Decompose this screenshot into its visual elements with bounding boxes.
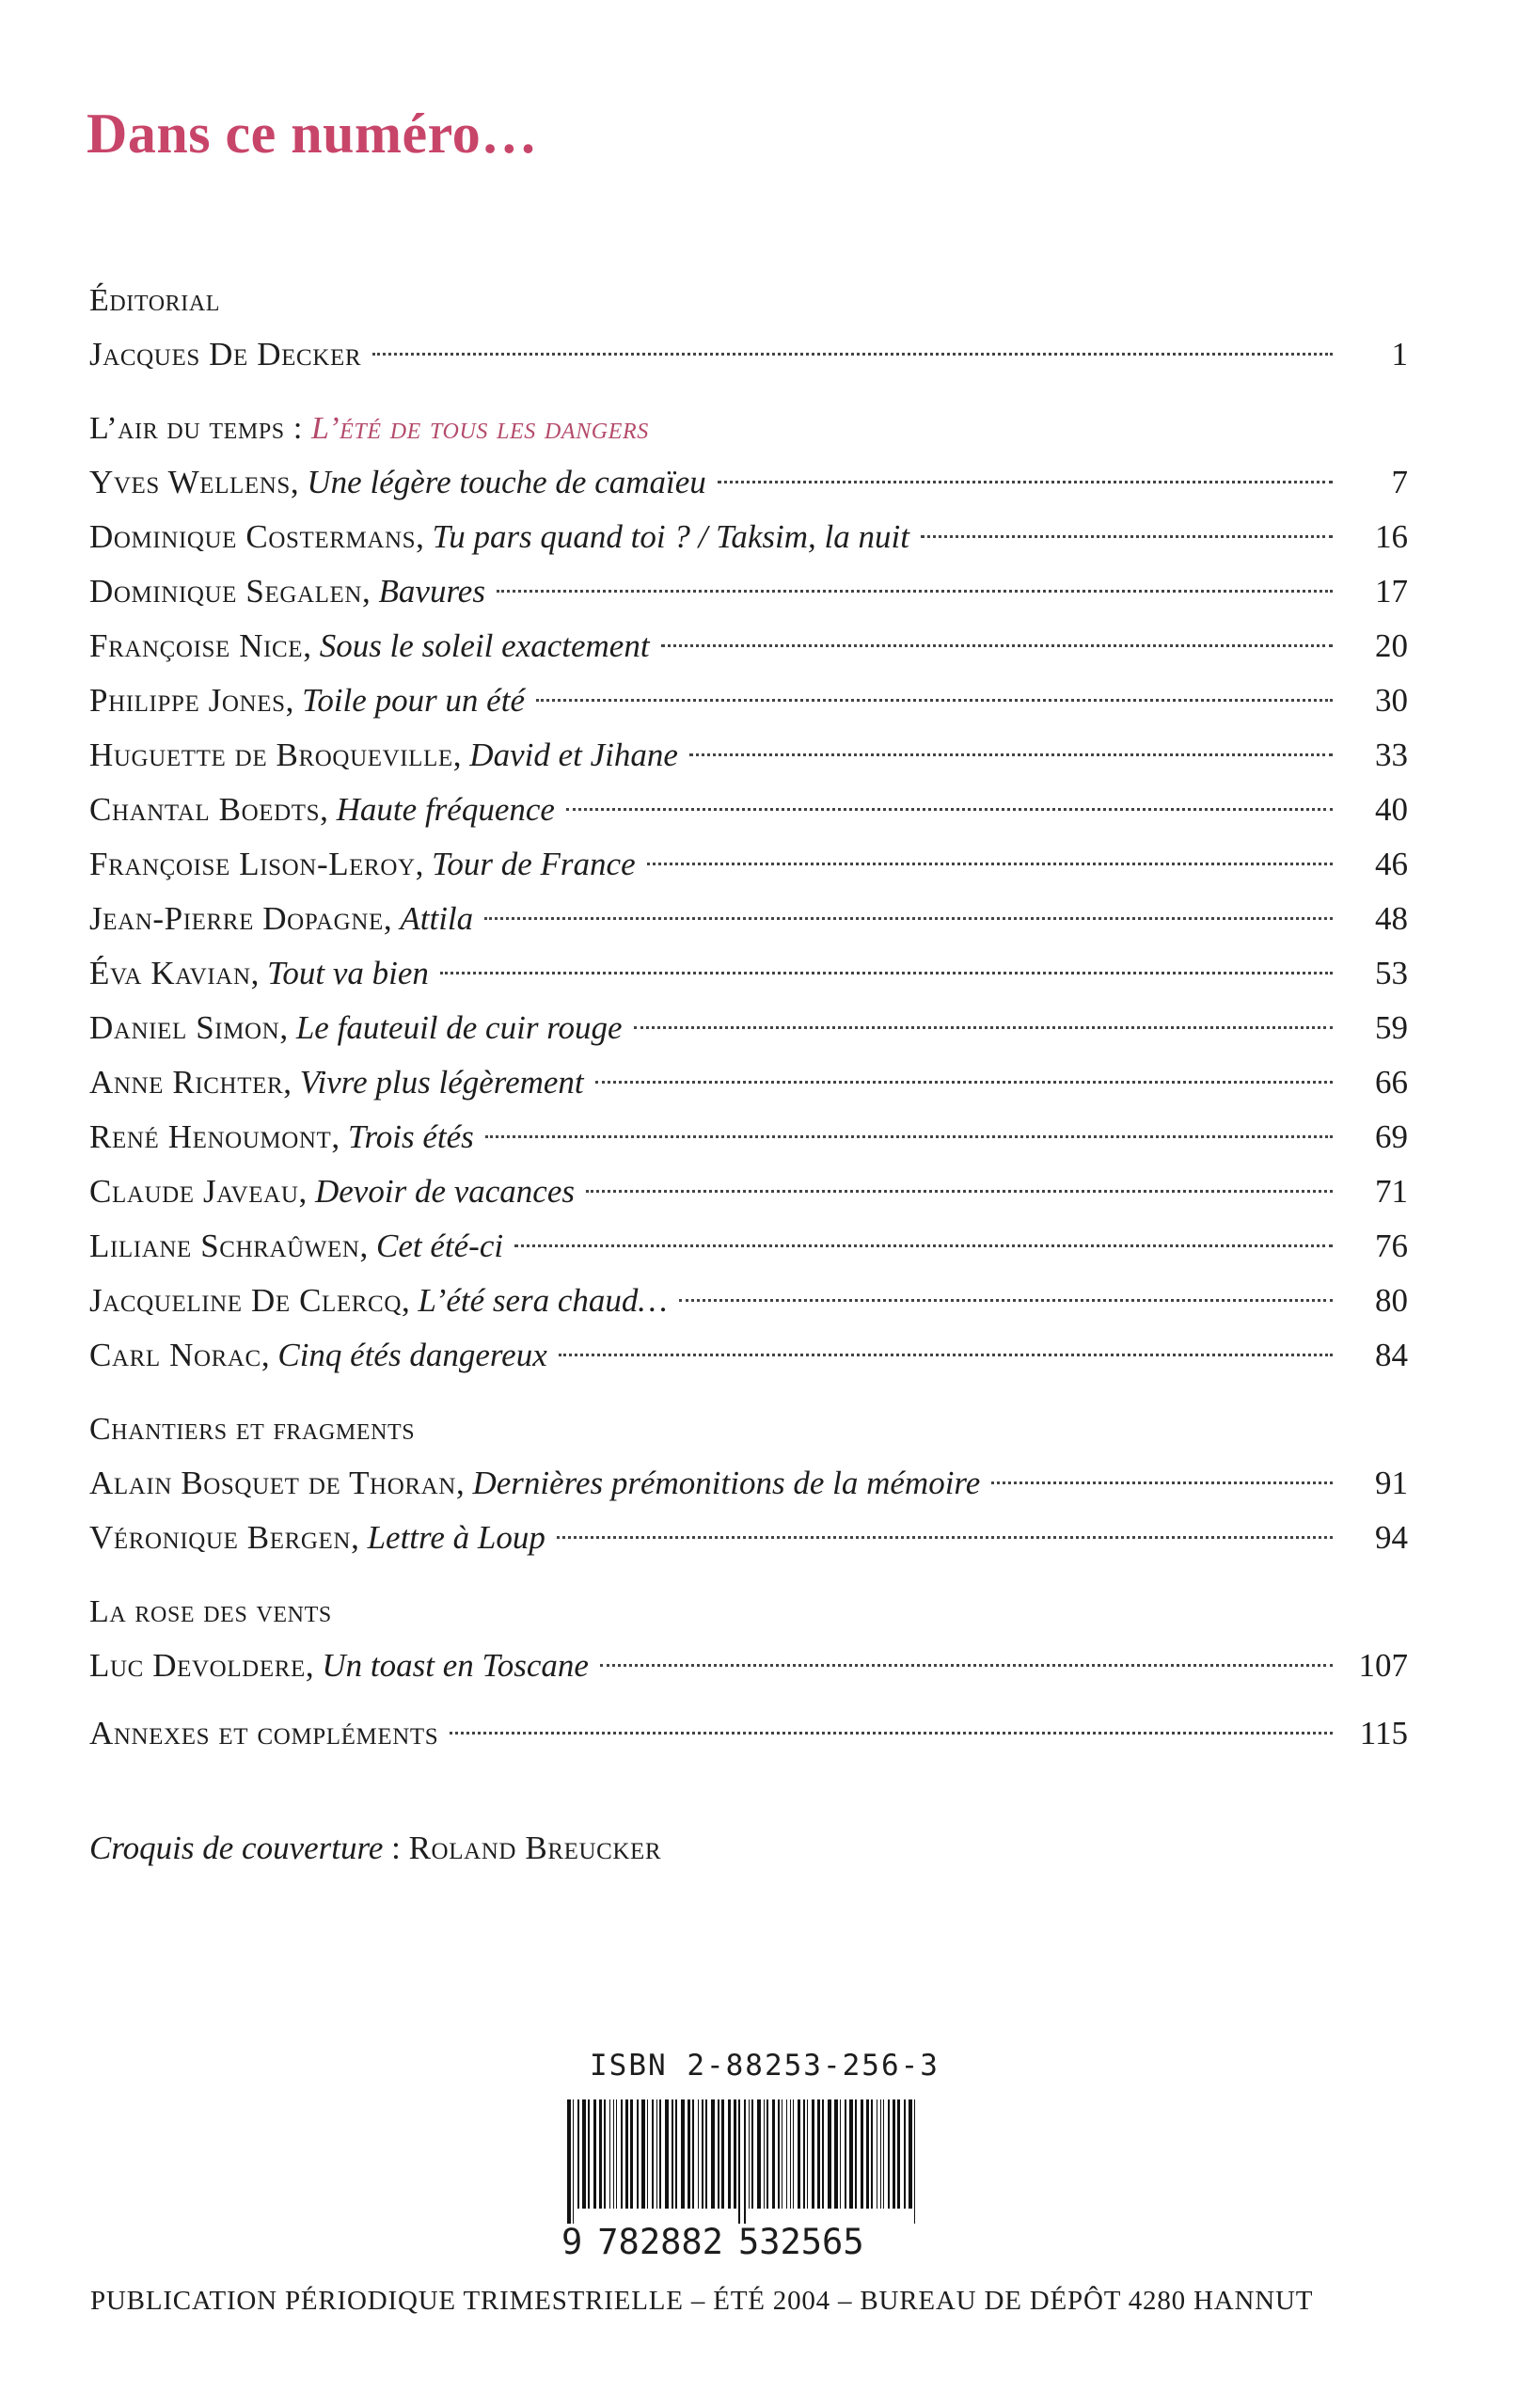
barcode-bar	[734, 2099, 736, 2209]
barcode-bar	[834, 2099, 838, 2209]
entry-text: Éva Kavian, Tout va bien	[89, 955, 429, 991]
entry-text: Anne Richter, Vivre plus légèrement	[89, 1064, 584, 1101]
page-number: 76	[1375, 1228, 1408, 1264]
dot-leader	[718, 481, 1333, 483]
barcode-bar	[702, 2099, 703, 2209]
page-number: 84	[1375, 1337, 1408, 1373]
dot-leader	[372, 353, 1333, 356]
entry-author: Dominique Segalen	[89, 573, 363, 610]
toc-entry	[89, 1706, 1408, 1761]
page-number: 33	[1375, 737, 1408, 773]
entry-title: Cinq étés dangereux	[277, 1337, 547, 1373]
barcode-bar	[812, 2099, 814, 2209]
page-number: 71	[1375, 1173, 1408, 1210]
entry-text: Françoise Lison-Leroy, Tour de France	[89, 846, 636, 882]
entry-text: Carl Norac, Cinq étés dangereux	[89, 1337, 547, 1373]
entry-text: Dominique Costermans, Tu pars quand toi ? / Taksim, la nuit	[89, 518, 909, 555]
toc-entry	[89, 619, 1408, 673]
barcode-bar	[582, 2099, 586, 2209]
barcode-bar	[659, 2099, 661, 2209]
entry-text	[89, 327, 361, 382]
entry-title: Trois étés	[347, 1118, 474, 1155]
toc-entry	[89, 1219, 1408, 1274]
toc-entry	[89, 892, 1408, 946]
entry-text: Françoise Nice, Sous le soleil exactement	[89, 627, 650, 664]
dot-leader	[921, 535, 1333, 538]
entry-text: Alain Bosquet de Thoran, Dernières prémonitions de la mémoire	[89, 1465, 981, 1501]
page-number: 1	[1391, 336, 1408, 372]
entry-title: Le fauteuil de cuir rouge	[295, 1009, 623, 1046]
section-heading	[89, 282, 1408, 320]
page-number: 115	[1359, 1715, 1408, 1751]
barcode-bar	[665, 2099, 669, 2209]
barcode-bar	[880, 2099, 881, 2209]
entry-text: Liliane Schraûwen, Cet été-ci	[89, 1228, 504, 1264]
toc-entry	[89, 728, 1408, 783]
entry-title: Tu pars quand toi ? / Taksim, la nuit	[432, 518, 909, 555]
barcode-bar	[766, 2099, 768, 2209]
toc-entry	[89, 1511, 1408, 1565]
dot-leader	[600, 1664, 1333, 1667]
entry-author: Françoise Nice	[89, 627, 304, 664]
barcode-bar	[652, 2099, 654, 2209]
page-number: 69	[1375, 1118, 1408, 1155]
entry-author: Huguette de Broqueville	[89, 737, 453, 773]
barcode-bar	[672, 2099, 673, 2209]
entry-title: Bavures	[378, 573, 485, 610]
entry-text: Dominique Segalen, Bavures	[89, 573, 485, 610]
barcode-bar	[855, 2099, 857, 2209]
barcode-bar	[711, 2099, 715, 2209]
barcode-bar	[698, 2099, 699, 2209]
dot-leader	[440, 972, 1333, 974]
dot-leader	[661, 644, 1333, 647]
barcode-bar	[914, 2099, 915, 2224]
dot-leader	[689, 753, 1333, 756]
barcode-bar	[616, 2099, 617, 2209]
entry-text: Chantal Boedts, Haute fréquence	[89, 791, 555, 828]
entry-title: Toile pour un été	[302, 682, 525, 719]
dot-leader	[514, 1244, 1333, 1247]
entry-author: Luc Devoldere	[89, 1647, 306, 1684]
dot-leader	[566, 808, 1333, 811]
barcode-bar	[849, 2099, 853, 2209]
barcode-bar	[588, 2099, 590, 2209]
dot-leader	[634, 1026, 1333, 1029]
entry-text: Luc Devoldere, Un toast en Toscane	[89, 1647, 589, 1684]
credit-label: Croquis de couverture	[89, 1830, 384, 1866]
entry-title: Un toast en Toscane	[322, 1647, 589, 1684]
barcode-digit-group: 9	[561, 2222, 583, 2262]
barcode-bar	[609, 2099, 610, 2209]
barcode-bar	[786, 2099, 787, 2209]
entry-author: Carl Norac	[89, 1337, 261, 1373]
page-number: 20	[1375, 627, 1408, 664]
entry-text: Jean-Pierre Dopagne, Attila	[89, 900, 474, 937]
cover-credit	[89, 1830, 661, 1867]
toc-entry	[89, 1456, 1408, 1511]
entry-author: Anne Richter	[89, 1064, 284, 1101]
barcode-bar	[604, 2099, 606, 2209]
section-subtitle: L’été de tous les dangers	[310, 411, 649, 446]
barcode-bar	[893, 2099, 895, 2209]
dot-leader	[586, 1190, 1333, 1193]
entry-title: Dernières prémonitions de la mémoire	[472, 1465, 981, 1501]
entry-author: Jacques De Decker	[89, 336, 362, 372]
barcode-bar	[705, 2099, 707, 2209]
entry-title: L’été sera chaud…	[418, 1282, 668, 1319]
page-number: 46	[1375, 846, 1408, 882]
barcode-bar	[692, 2099, 694, 2209]
section-title: Chantiers et fragments	[89, 1412, 416, 1447]
dot-leader	[679, 1299, 1333, 1302]
barcode-bar	[866, 2099, 869, 2209]
barcode-bar	[790, 2099, 791, 2209]
toc-section	[89, 282, 1408, 382]
toc-entry	[89, 510, 1408, 564]
barcode-bar	[728, 2099, 731, 2209]
barcode-bar	[845, 2099, 846, 2209]
barcode-bar	[567, 2099, 571, 2224]
entry-author: Dominique Costermans	[89, 518, 417, 555]
barcode-bar	[647, 2099, 648, 2209]
barcode-bar	[840, 2099, 841, 2209]
dot-leader	[559, 1354, 1333, 1356]
barcode-bar	[656, 2099, 657, 2209]
toc-entry	[89, 673, 1408, 728]
barcode-bar	[772, 2099, 775, 2209]
entry-title: Sous le soleil exactement	[319, 627, 650, 664]
credit-separator: :	[383, 1830, 409, 1866]
barcode-bar	[738, 2099, 740, 2224]
page-number: 30	[1375, 682, 1408, 719]
barcode-bar	[807, 2099, 808, 2209]
barcode-bar	[675, 2099, 677, 2209]
entry-author: Yves Wellens	[89, 464, 291, 500]
toc-section	[89, 410, 1408, 1383]
isbn-label: ISBN 2-88253-256-3	[590, 2049, 940, 2083]
entry-text: Yves Wellens, Une légère touche de camaïeu	[89, 464, 706, 500]
toc-entry	[89, 1001, 1408, 1055]
barcode-bar	[828, 2099, 831, 2209]
barcode-bar	[681, 2099, 685, 2209]
entry-author: Chantal Boedts	[89, 791, 321, 828]
toc-section	[89, 1593, 1408, 1693]
page-number: 94	[1375, 1519, 1408, 1556]
toc-entry	[89, 837, 1408, 892]
barcode-bar	[687, 2099, 690, 2209]
section-heading	[89, 1593, 1408, 1631]
barcode-bar	[904, 2099, 906, 2209]
toc-entry	[89, 783, 1408, 837]
section-title: La rose des vents	[89, 1594, 332, 1629]
table-of-contents	[89, 282, 1408, 1761]
barcode-bar	[641, 2099, 645, 2209]
barcode-bar	[630, 2099, 633, 2209]
entry-text	[89, 1706, 438, 1761]
dot-leader	[647, 863, 1333, 865]
entry-author: Jean-Pierre Dopagne	[89, 900, 384, 937]
barcode-bar	[751, 2099, 753, 2209]
entry-title: Vivre plus légèrement	[299, 1064, 584, 1101]
page-number: 53	[1375, 955, 1408, 991]
entry-author: Claude Javeau	[89, 1173, 299, 1210]
barcode-bar	[625, 2099, 628, 2209]
dot-leader	[557, 1536, 1333, 1539]
toc-entry	[89, 946, 1408, 1001]
section-heading	[89, 1411, 1408, 1449]
entry-text: Véronique Bergen, Lettre à Loup	[89, 1519, 545, 1556]
entry-author: Alain Bosquet de Thoran	[89, 1465, 456, 1501]
toc-entry	[89, 1328, 1408, 1383]
barcode-bar	[871, 2099, 873, 2209]
dot-leader	[595, 1081, 1333, 1084]
entry-text: Daniel Simon, Le fauteuil de cuir rouge	[89, 1009, 623, 1046]
page-number: 7	[1391, 464, 1408, 500]
barcode-bar	[793, 2099, 794, 2209]
barcode-bar	[613, 2099, 614, 2209]
barcode-bar	[718, 2099, 719, 2209]
barcode	[564, 2099, 924, 2224]
section-title: L’air du temps :	[89, 411, 303, 446]
entry-text: Huguette de Broqueville, David et Jihane	[89, 737, 678, 773]
entry-title: Attila	[400, 900, 474, 937]
barcode-bar	[822, 2099, 824, 2209]
entry-author: Daniel Simon	[89, 1009, 280, 1046]
barcode-bar	[798, 2099, 800, 2209]
page-number: 59	[1375, 1009, 1408, 1046]
dot-leader	[450, 1732, 1333, 1735]
entry-title: Tout va bien	[267, 955, 429, 991]
section-title: Éditorial	[89, 283, 221, 318]
barcode-bar	[744, 2099, 746, 2224]
dot-leader	[536, 699, 1333, 702]
toc-entry	[89, 1110, 1408, 1164]
toc-entry	[89, 1639, 1408, 1693]
barcode-digit-group: 782882	[597, 2222, 723, 2262]
barcode-bar	[593, 2099, 596, 2209]
page-number: 80	[1375, 1282, 1408, 1319]
entry-author: Éva Kavian	[89, 955, 251, 991]
toc-entry	[89, 1164, 1408, 1219]
section-heading	[89, 410, 1408, 448]
barcode-bar	[888, 2099, 890, 2209]
entry-text: Philippe Jones, Toile pour un été	[89, 682, 525, 719]
barcode-digits	[561, 2222, 864, 2262]
entry-author: Annexes et compléments	[89, 1715, 439, 1751]
toc-section	[89, 1411, 1408, 1565]
page-number: 91	[1375, 1465, 1408, 1501]
toc-entry	[89, 564, 1408, 619]
dot-leader	[484, 917, 1333, 920]
page-number: 107	[1358, 1647, 1408, 1684]
barcode-bar	[757, 2099, 761, 2209]
barcode-bar	[764, 2099, 765, 2209]
entry-author: René Henoumont	[89, 1118, 332, 1155]
toc-entry	[89, 1055, 1408, 1110]
entry-author: Jacqueline De Clercq	[89, 1282, 402, 1319]
entry-title: Cet été-ci	[376, 1228, 504, 1264]
entry-text: Jacqueline De Clercq, L’été sera chaud…	[89, 1282, 668, 1319]
page-number: 16	[1375, 518, 1408, 555]
publication-footer: PUBLICATION PÉRIODIQUE TRIMESTRIELLE – ÉTÉ 2004 – BUREAU DE DÉPÔT 4280 HANNUT	[90, 2286, 1314, 2316]
barcode-bar	[749, 2099, 750, 2209]
entry-author: Liliane Schraûwen	[89, 1228, 360, 1264]
barcode-bar	[621, 2099, 623, 2209]
entry-author: Véronique Bergen	[89, 1519, 352, 1556]
toc-section	[89, 1706, 1408, 1761]
entry-title: Tour de France	[432, 846, 636, 882]
barcode-bar	[897, 2099, 900, 2209]
page-title: Dans ce numéro…	[87, 103, 538, 165]
dot-leader	[485, 1135, 1333, 1138]
entry-title: Haute fréquence	[336, 791, 555, 828]
entry-title: Lettre à Loup	[367, 1519, 545, 1556]
page-number: 17	[1375, 573, 1408, 610]
barcode-bar	[721, 2099, 724, 2209]
barcode-bar	[883, 2099, 884, 2209]
barcode-bar	[637, 2099, 639, 2209]
page-number: 48	[1375, 900, 1408, 937]
entry-author: Françoise Lison-Leroy	[89, 846, 416, 882]
entry-title: David et Jihane	[469, 737, 678, 773]
toc-entry	[89, 455, 1408, 510]
barcode-bar	[817, 2099, 820, 2209]
dot-leader	[991, 1481, 1333, 1484]
barcode-digit-group: 532565	[737, 2222, 864, 2262]
entry-text: Claude Javeau, Devoir de vacances	[89, 1173, 575, 1210]
barcode-bar	[861, 2099, 863, 2209]
barcode-bar	[803, 2099, 805, 2209]
entry-text: René Henoumont, Trois étés	[89, 1118, 474, 1155]
toc-entry	[89, 1274, 1408, 1328]
page-number: 66	[1375, 1064, 1408, 1101]
barcode-bar	[909, 2099, 912, 2209]
barcode-bar	[577, 2099, 579, 2209]
toc-entry	[89, 327, 1408, 382]
barcode-bar	[573, 2099, 574, 2224]
entry-author: Philippe Jones	[89, 682, 286, 719]
credit-name: Roland Breucker	[408, 1830, 662, 1866]
dot-leader	[497, 590, 1333, 593]
barcode-bar	[599, 2099, 602, 2209]
page-number: 40	[1375, 791, 1408, 828]
entry-title: Une légère touche de camaïeu	[307, 464, 706, 500]
entry-title: Devoir de vacances	[315, 1173, 575, 1210]
barcode-bar	[778, 2099, 780, 2209]
